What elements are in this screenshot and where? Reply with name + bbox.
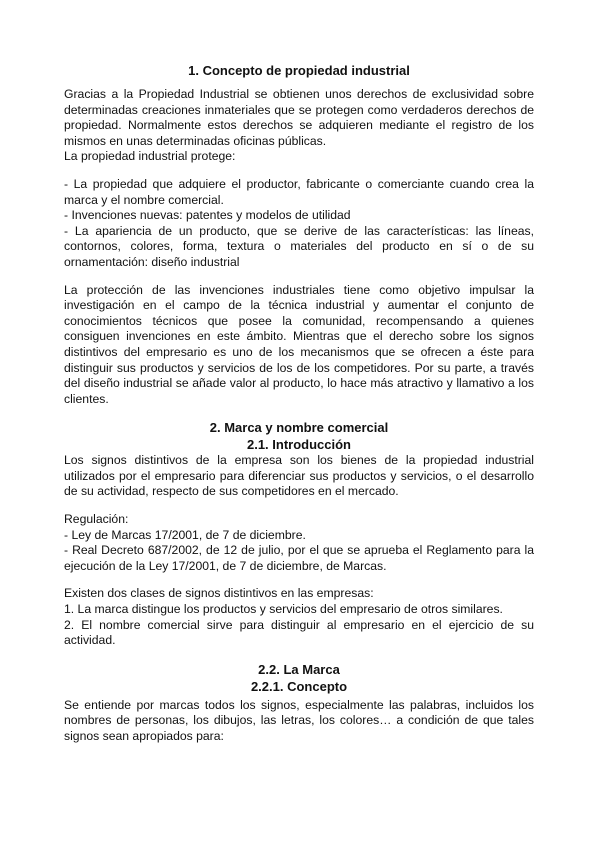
document-page	[64, 62, 534, 745]
protection-item-2: - Invenciones nuevas: patentes y modelos de utilidad	[64, 208, 351, 223]
section-2-2-paragraph-1: Se entiende por marcas todos los signos, especialmente las palabras, incluidos los nombres de personas, los dibujos, las letras, los colores… a condición de que tales signos sean apropiados para:	[64, 697, 534, 743]
section-1-paragraph-1: Gracias a la Propiedad Industrial se obtienen unos derechos de exclusividad sobre determinadas creaciones inmateriales que se protegen como verdaderos derechos de propiedad. Normalmente estos derechos se adquieren mediante el registro de los mismos en unas determinadas oficinas públicas.	[64, 87, 534, 148]
section-1-title: 1. Concepto de propiedad industrial	[188, 63, 410, 78]
classes-item-1: 1. La marca distingue los productos y servicios del empresario de otros similares.	[64, 602, 503, 617]
classes-item-2: 2. El nombre comercial sirve para distinguir al empresario en el ejercicio de su actividad.	[64, 617, 534, 648]
section-2-2-title: 2.2. La Marca	[258, 661, 340, 677]
protection-item-3: - La apariencia de un producto, que se derive de las características: las líneas, contornos, colores, forma, textura o materiales del producto en sí o de su ornamentación: diseño industrial	[64, 223, 534, 269]
classes-intro: Existen dos clases de signos distintivos en las empresas:	[64, 586, 374, 601]
regulation-item-2: - Real Decreto 687/2002, de 12 de julio, por el que se aprueba el Reglamento para la ejecución de la Ley 17/2001, de 7 de diciembre, de Marcas.	[64, 543, 534, 573]
section-2-paragraph-1: Los signos distintivos de la empresa son los bienes de la propiedad industrial utilizados por el empresario para diferenciar sus productos y servicios, o el desarrollo de su actividad, respecto de sus competidores en el mercado.	[64, 453, 534, 499]
section-2-title: 2. Marca y nombre comercial	[209, 420, 389, 436]
section-2-2-1-title: 2.2.1. Concepto	[250, 678, 348, 694]
section-1-paragraph-2: La propiedad industrial protege:	[64, 149, 236, 164]
protection-item-1: - La propiedad que adquiere el productor, fabricante o comerciante cuando crea la marca y el nombre comercial.	[64, 176, 534, 207]
section-2-1-title: 2.1. Introducción	[246, 437, 351, 453]
regulation-item-1: - Ley de Marcas 17/2001, de 7 de diciembre.	[64, 527, 306, 542]
section-1-paragraph-3: La protección de las invenciones industriales tiene como objetivo impulsar la investigación en el campo de la técnica industrial y aumentar el conjunto de conocimientos técnicos que posee la comunidad, recompensando a quienes consiguen invenciones en este ámbito. Mientras que el derecho sobre los signos distintivos del empresario es uno de los mecanismos que se ofrecen a éste para distinguir sus productos y servicios de los de los competidores. Por su parte, a través del diseño industrial se añade valor al producto, lo hace más atractivo y llamativo a los clientes.	[64, 282, 534, 406]
regulation-label: Regulación:	[64, 512, 129, 527]
